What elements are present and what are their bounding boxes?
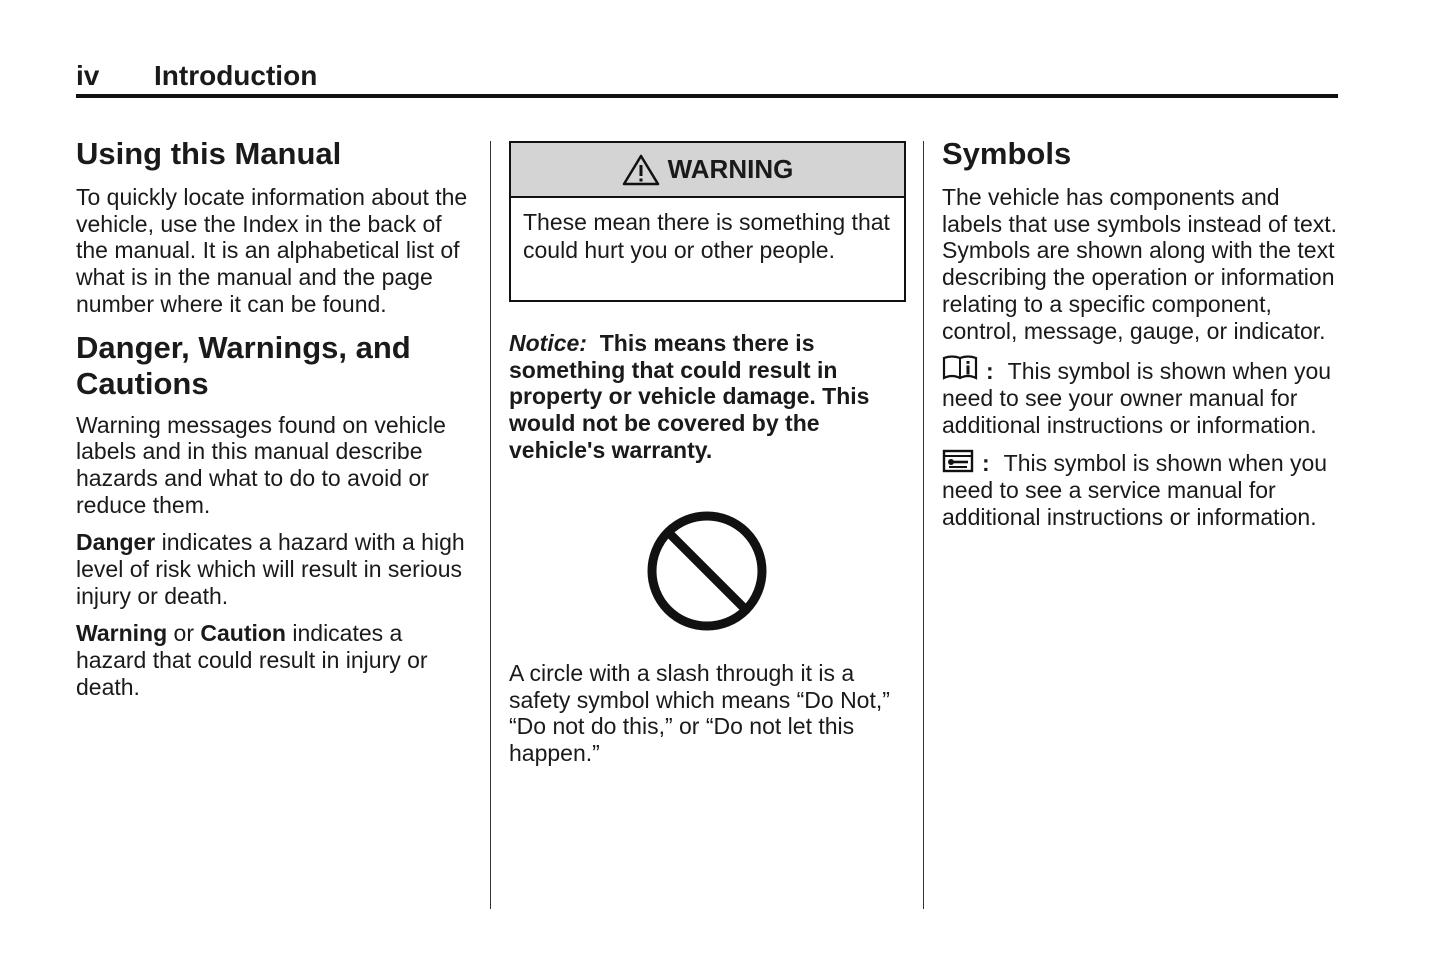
paragraph-danger bbox=[76, 529, 476, 609]
paragraph-warning-caution bbox=[76, 620, 476, 700]
circle-slash-description: A circle with a slash through it is a safety symbol which means “Do Not,” “Do not do this,” or “Do not let this happen.” bbox=[509, 660, 890, 767]
warning-title: WARNING bbox=[667, 154, 794, 184]
service-manual-icon bbox=[942, 449, 974, 473]
heading-danger-warnings: Danger, Warnings, and Cautions bbox=[76, 329, 411, 401]
circle-slash-icon bbox=[645, 509, 769, 633]
section-title: Introduction bbox=[154, 60, 318, 91]
page-number: iv bbox=[76, 60, 100, 91]
warning-header bbox=[511, 143, 904, 198]
owner-manual-colon: : bbox=[986, 358, 994, 385]
paragraph-symbols: The vehicle has components and labels that use symbols instead of text. Symbols are shown along with the text describing the operation or information relating to a specific component, control, message, gauge, or indicator. bbox=[942, 184, 1338, 344]
caution-term: Caution bbox=[200, 620, 286, 647]
paragraph-service-manual-symbol bbox=[942, 449, 1342, 530]
warning-box bbox=[509, 141, 906, 302]
notice-text: This means there is something that could result in property or vehicle damage. This would not be covered by the vehicle's warranty. bbox=[509, 330, 876, 463]
notice-lead: Notice: bbox=[509, 330, 587, 356]
owner-manual-text: This symbol is shown when you need to see your owner manual for additional instructions or information. bbox=[942, 358, 1332, 438]
column-right bbox=[942, 136, 1342, 541]
notice-paragraph bbox=[509, 330, 889, 464]
service-manual-colon: : bbox=[982, 450, 990, 477]
page-header bbox=[76, 58, 1338, 98]
danger-term: Danger bbox=[76, 529, 156, 556]
column-divider bbox=[923, 141, 924, 909]
owner-manual-book-icon bbox=[942, 355, 978, 381]
warning-triangle-icon bbox=[622, 154, 660, 186]
service-manual-text: This symbol is shown when you need to see a service manual for additional instructions or information. bbox=[942, 450, 1328, 530]
paragraph-owner-manual-symbol bbox=[942, 355, 1342, 438]
heading-using-manual: Using this Manual bbox=[76, 136, 342, 171]
or-text: or bbox=[167, 620, 201, 647]
paragraph-using-manual: To quickly locate information about the vehicle, use the Index in the back of the manual. It is an alphabetical list of what is in the manual and the page number where it can be found. bbox=[76, 184, 468, 317]
danger-text: indicates a hazard with a high level of risk which will result in serious injury or death. bbox=[76, 529, 465, 609]
warning-caution-text: indicates a hazard that could result in injury or death. bbox=[76, 620, 428, 700]
warning-body: These mean there is something that could hurt you or other people. bbox=[523, 209, 890, 263]
paragraph-warning-messages: Warning messages found on vehicle labels and in this manual describe hazards and what to do to avoid or reduce them. bbox=[76, 411, 446, 518]
warning-term: Warning bbox=[76, 620, 168, 647]
column-left bbox=[76, 136, 476, 712]
heading-symbols: Symbols bbox=[942, 136, 1072, 171]
column-divider bbox=[490, 141, 491, 909]
